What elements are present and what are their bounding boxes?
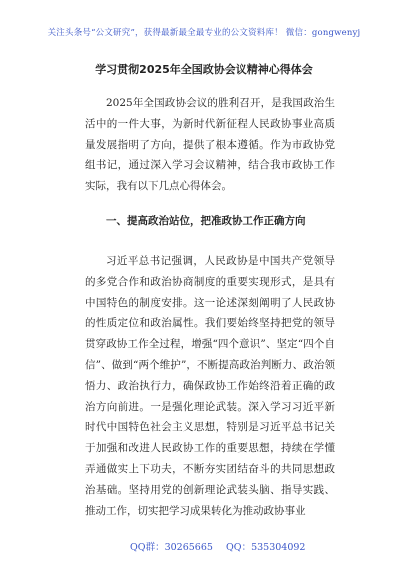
- section-heading: 一、提高政治站位，把准政协工作正确方向: [106, 215, 306, 227]
- intro-paragraph: 2025年全国政协会议的胜利召开，是我国政治生活中的一件大事，为新时代新征程人民政协事业高质量发展指明了方向，提供了根本遵循。作为市政协党组书记，通过深入学习会议精神，结合我市政协工作实际，我有以下几点心得体会。: [85, 97, 335, 193]
- header-promo-note: 关注头条号“公文研究”，获得最新最全最专业的公文资料库！ 微信：gongwenyj: [47, 28, 361, 38]
- page-title: 学习贯彻2025年全国政协会议精神心得体会: [95, 63, 313, 76]
- footer-qq-number: QQ：535304092: [226, 542, 306, 553]
- section-paragraph: 习近平总书记强调，人民政协是中国共产党领导的多党合作和政治协商制度的重要实现形式，是具有中国特色的制度安排。这一论述深刻阐明了人民政协的性质定位和政治属性。我们要始终坚持把党的领导贯穿政协工作全过程，增强“四个意识”、坚定“四个自信”、做到“两个维护”，不断提高政治判断力、政治领悟力、政治执行力，确保政协工作始终沿着正确的政治方向前进。一是强化理论武装。深入学习习近平新时代中国特色社会主义思想，特别是习近平总书记关于加强和改进人民政协工作的重要思想，持续在学懂弄通做实上下功夫，不断夯实团结奋斗的共同思想政治基础。坚持用党的创新理论武装头脑、指导实践、推动工作，切实把学习成果转化为推动政协事业: [85, 255, 335, 517]
- footer-qq-group: QQ群：30265665: [130, 542, 213, 553]
